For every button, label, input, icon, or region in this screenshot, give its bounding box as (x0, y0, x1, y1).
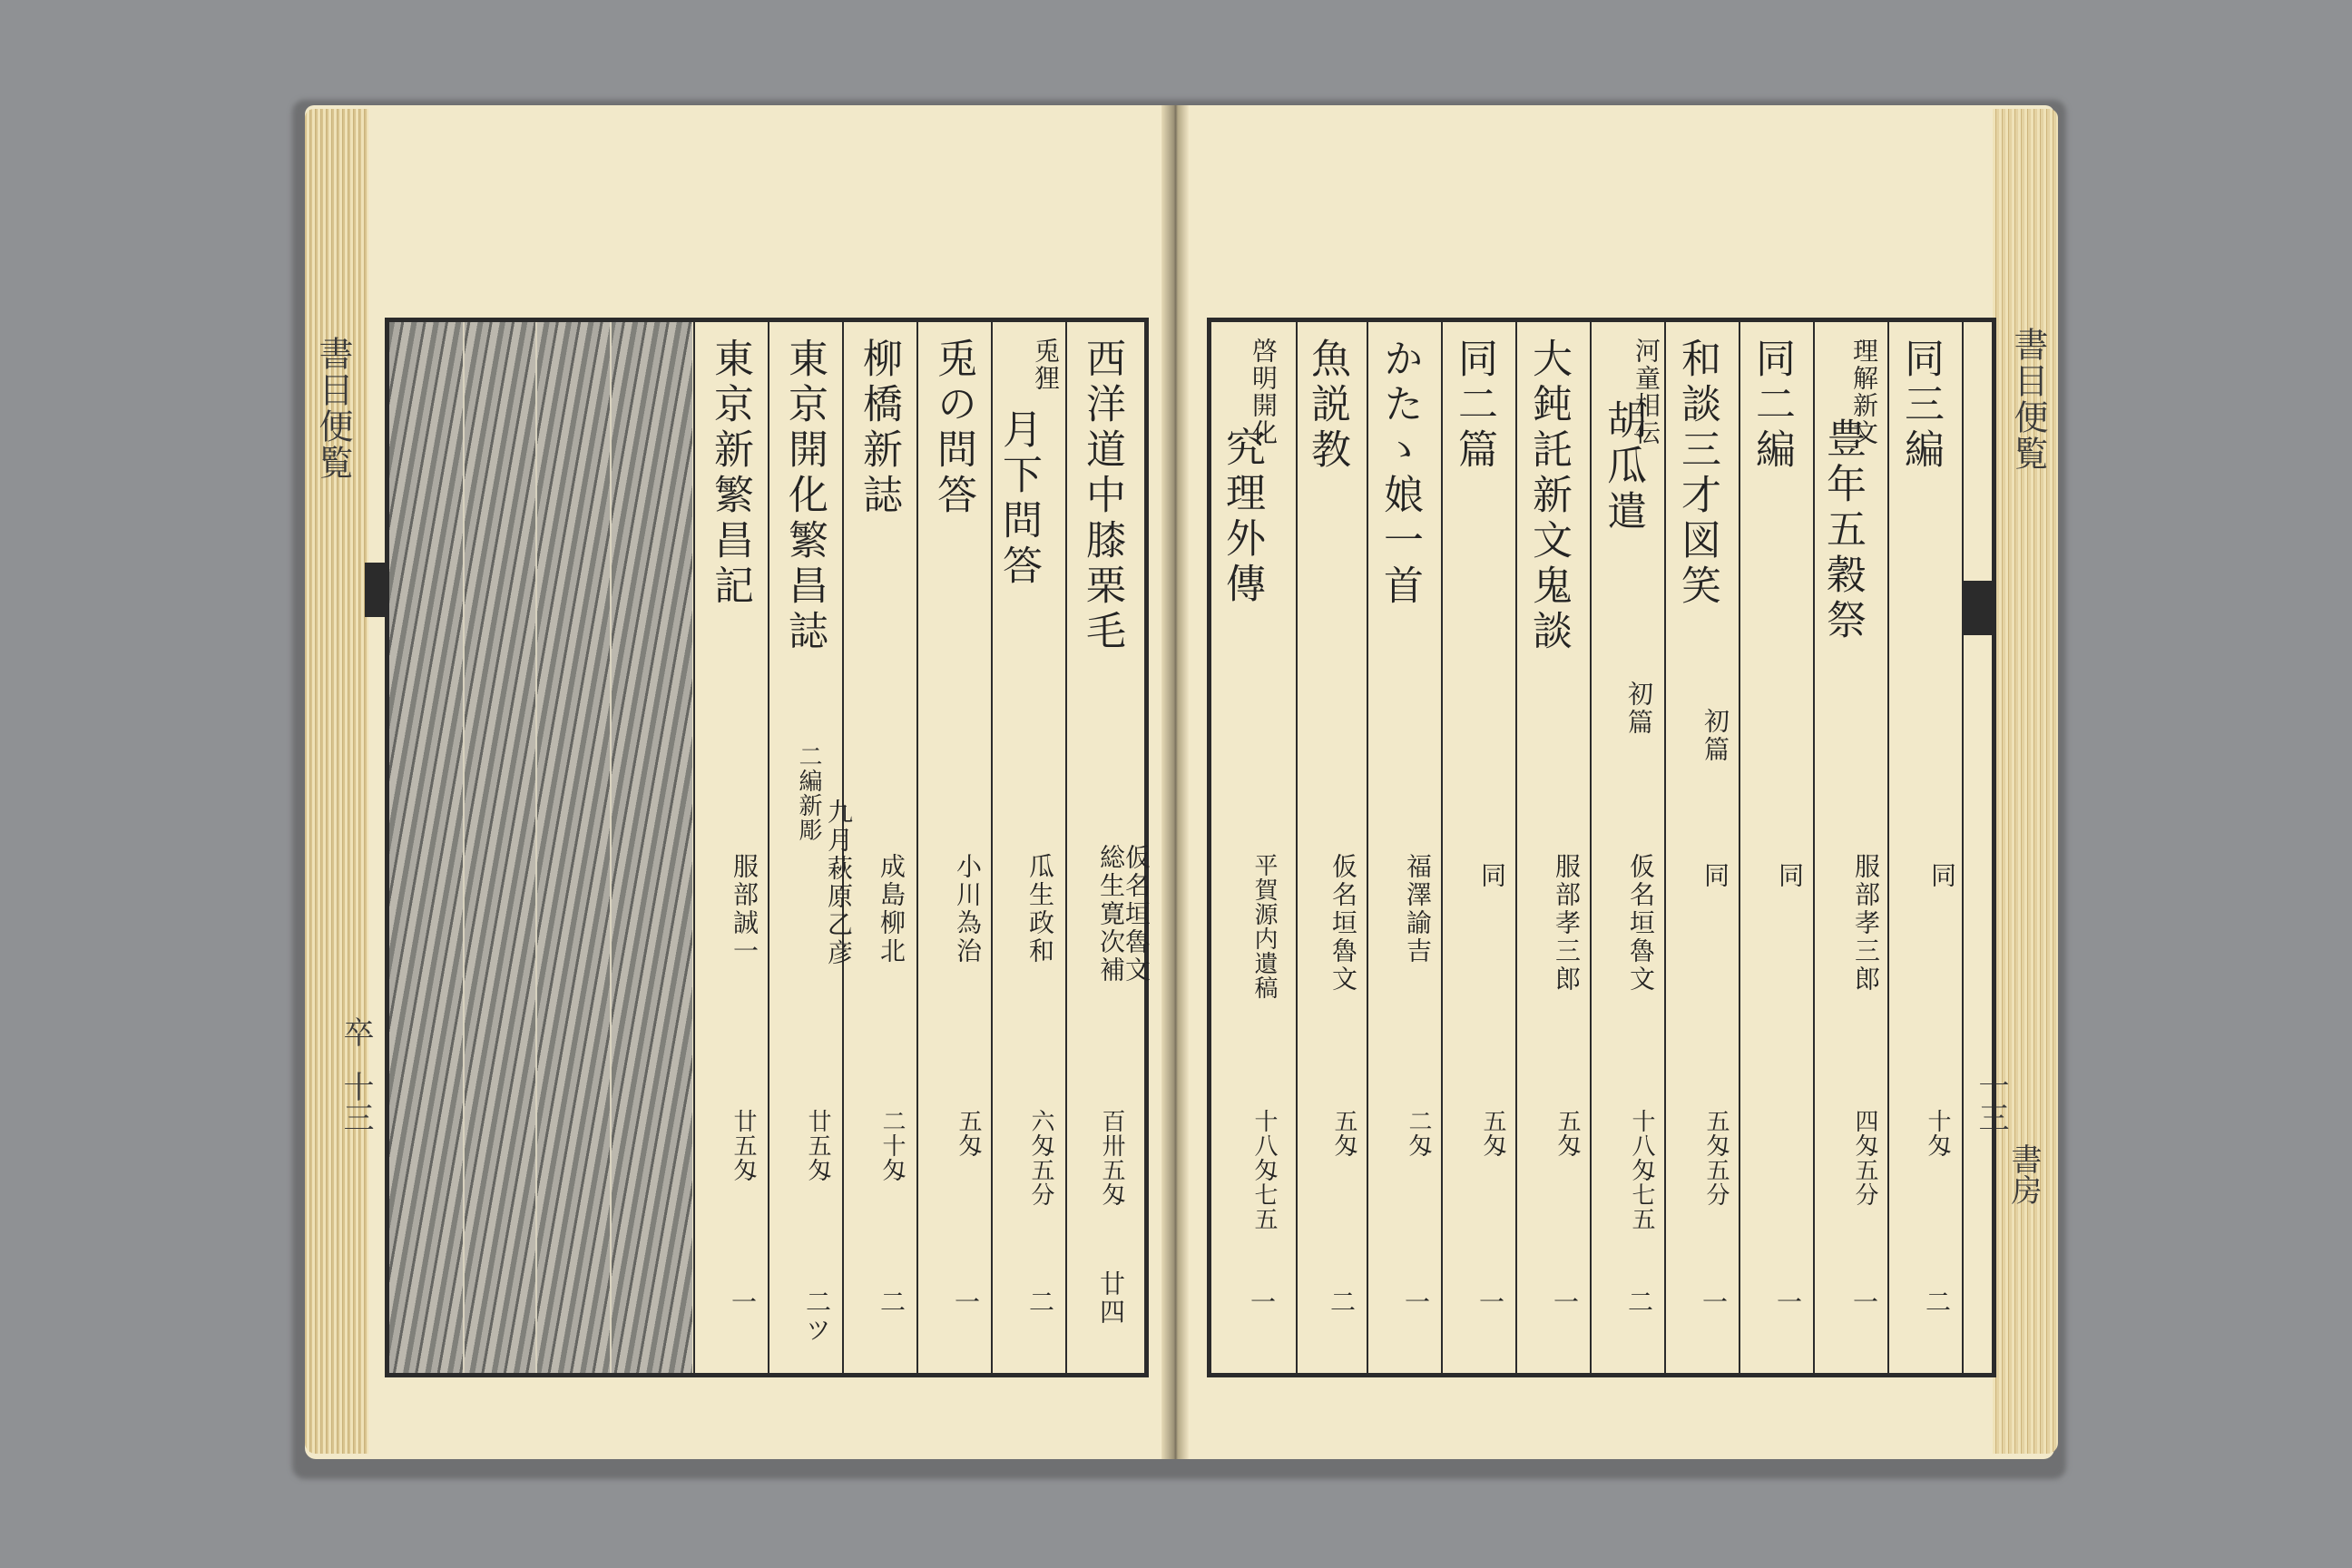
column-rule (1515, 322, 1517, 1373)
entry-subnote: 二編新彫 (795, 744, 822, 842)
right-page-number: 十三 (1973, 1071, 2009, 1132)
entry-title: 大鈍託新文鬼談 (1525, 338, 1572, 655)
entry-count: 二 (877, 1289, 906, 1317)
bleed-rule (463, 322, 465, 1373)
entry-prefix-note: 理解新文 (1849, 338, 1879, 446)
entry-title: 東京新繁昌記 (707, 338, 753, 610)
column-rule (1367, 322, 1368, 1373)
column-rule (1065, 322, 1067, 1373)
entry-count: 一 (728, 1289, 758, 1317)
entry-price: 十八匁七五 (1628, 1109, 1655, 1231)
entry-title: かたゝ娘一首 (1377, 338, 1423, 610)
entry-author: 服部孝三郎 (1552, 853, 1582, 994)
entry-author: 九月萩原乙彦 (824, 799, 854, 967)
entry-count: 一 (1247, 1289, 1277, 1317)
entry-count: 一 (1849, 1289, 1879, 1317)
entry-count: 一 (1475, 1289, 1505, 1317)
bleed-rule (610, 322, 612, 1373)
entry-title: 究理外傳 (1219, 426, 1265, 608)
entry-author: 仮名垣魯文 (1328, 853, 1358, 994)
entry-author: 同 (1775, 862, 1805, 890)
entry-subnote: 初篇 (1624, 681, 1654, 737)
entry-count: 一 (1773, 1289, 1803, 1317)
entry-author: 同 (1927, 862, 1957, 890)
entry-prefix-note: 河童相伝 (1632, 338, 1661, 446)
left-spine-title: 書目便覧 (313, 336, 353, 481)
entry-author: 仮名垣魯文 総生寛次補 (1096, 844, 1152, 985)
entry-author: 成島柳北 (877, 853, 906, 965)
entry-author: 服部誠一 (730, 853, 760, 965)
left-page-number-sub: 十三 (338, 1071, 374, 1132)
entry-price: 五匁 (1330, 1109, 1357, 1158)
entry-count: 二 (1327, 1289, 1357, 1317)
entry-title: 兎の問答 (930, 338, 976, 519)
column-rule (1441, 322, 1443, 1373)
entry-author: 福澤諭吉 (1403, 853, 1433, 965)
entry-price: 四匁五分 (1851, 1109, 1878, 1207)
entry-price: 二匁 (1405, 1109, 1432, 1158)
entry-count: 二ツ (802, 1289, 832, 1345)
entry-subnote: 初篇 (1700, 708, 1730, 764)
entry-price: 廿五匁 (804, 1109, 831, 1182)
entry-price: 十匁 (1924, 1109, 1951, 1158)
entry-author: 平賀源内遺稿 (1250, 853, 1278, 1000)
column-rule (693, 322, 695, 1373)
entry-count: 二 (1922, 1289, 1952, 1317)
entry-title: 東京開化繁昌誌 (781, 338, 828, 655)
column-rule (1590, 322, 1592, 1373)
entry-price: 百卅五匁 (1098, 1109, 1125, 1207)
left-page-edges (305, 109, 368, 1454)
entry-author: 服部孝三郎 (1851, 853, 1881, 994)
right-page-edges (1993, 109, 2058, 1454)
entry-title: 魚説教 (1304, 338, 1350, 474)
bleed-rule (535, 322, 537, 1373)
entry-price: 五匁 (955, 1109, 982, 1158)
left-page-number: 卒 (338, 1016, 374, 1047)
entry-price: 五匁五分 (1702, 1109, 1730, 1207)
entry-prefix-note: 兎狸 (1031, 338, 1061, 392)
entry-count: 一 (1699, 1289, 1729, 1317)
entry-price: 十八匁七五 (1250, 1109, 1278, 1231)
entry-count: 一 (951, 1289, 981, 1317)
column-rule (916, 322, 918, 1373)
entry-price: 二十匁 (878, 1109, 906, 1182)
entry-author: 瓜生政和 (1025, 853, 1055, 965)
column-rule (768, 322, 769, 1373)
column-rule (1962, 322, 1964, 1373)
entry-author: 同 (1477, 862, 1507, 890)
entry-price: 廿五匁 (730, 1109, 757, 1182)
column-rule (991, 322, 993, 1373)
entry-title: 和談三才図笑 (1674, 338, 1720, 610)
entry-prefix-note: 啓明開化 (1249, 338, 1279, 446)
entry-count: 二 (1025, 1289, 1055, 1317)
book-gutter (1161, 105, 1189, 1459)
entry-title: 同二編 (1749, 338, 1795, 474)
entry-title: 豊年五穀祭 (1819, 417, 1866, 644)
entry-title: 月下問答 (995, 408, 1042, 590)
right-shop-name: 書房 (2005, 1143, 2042, 1205)
right-spine-title: 書目便覧 (2008, 327, 2048, 472)
left-illustration-bleed (389, 322, 692, 1373)
entry-count: 一 (1550, 1289, 1580, 1317)
entry-title: 西洋道中膝栗毛 (1079, 338, 1125, 655)
entry-title: 胡瓜遣 (1600, 399, 1646, 535)
entry-author: 小川為治 (953, 853, 983, 965)
column-rule (1813, 322, 1815, 1373)
entry-count: 一 (1401, 1289, 1431, 1317)
entry-count: 廿四 (1096, 1270, 1126, 1327)
entry-author: 仮名垣魯文 (1626, 853, 1656, 994)
entry-title: 柳橋新誌 (856, 338, 902, 519)
entry-title: 同三編 (1897, 338, 1944, 474)
entry-price: 六匁五分 (1027, 1109, 1054, 1207)
entry-price: 五匁 (1479, 1109, 1506, 1158)
entry-count: 二 (1624, 1289, 1654, 1317)
column-rule (1887, 322, 1889, 1373)
column-rule (1664, 322, 1666, 1373)
left-black-tab (365, 563, 387, 617)
column-rule (1739, 322, 1740, 1373)
column-rule (1296, 322, 1298, 1373)
entry-author: 同 (1700, 862, 1730, 890)
entry-title: 同二篇 (1451, 338, 1497, 474)
entry-price: 五匁 (1553, 1109, 1581, 1158)
